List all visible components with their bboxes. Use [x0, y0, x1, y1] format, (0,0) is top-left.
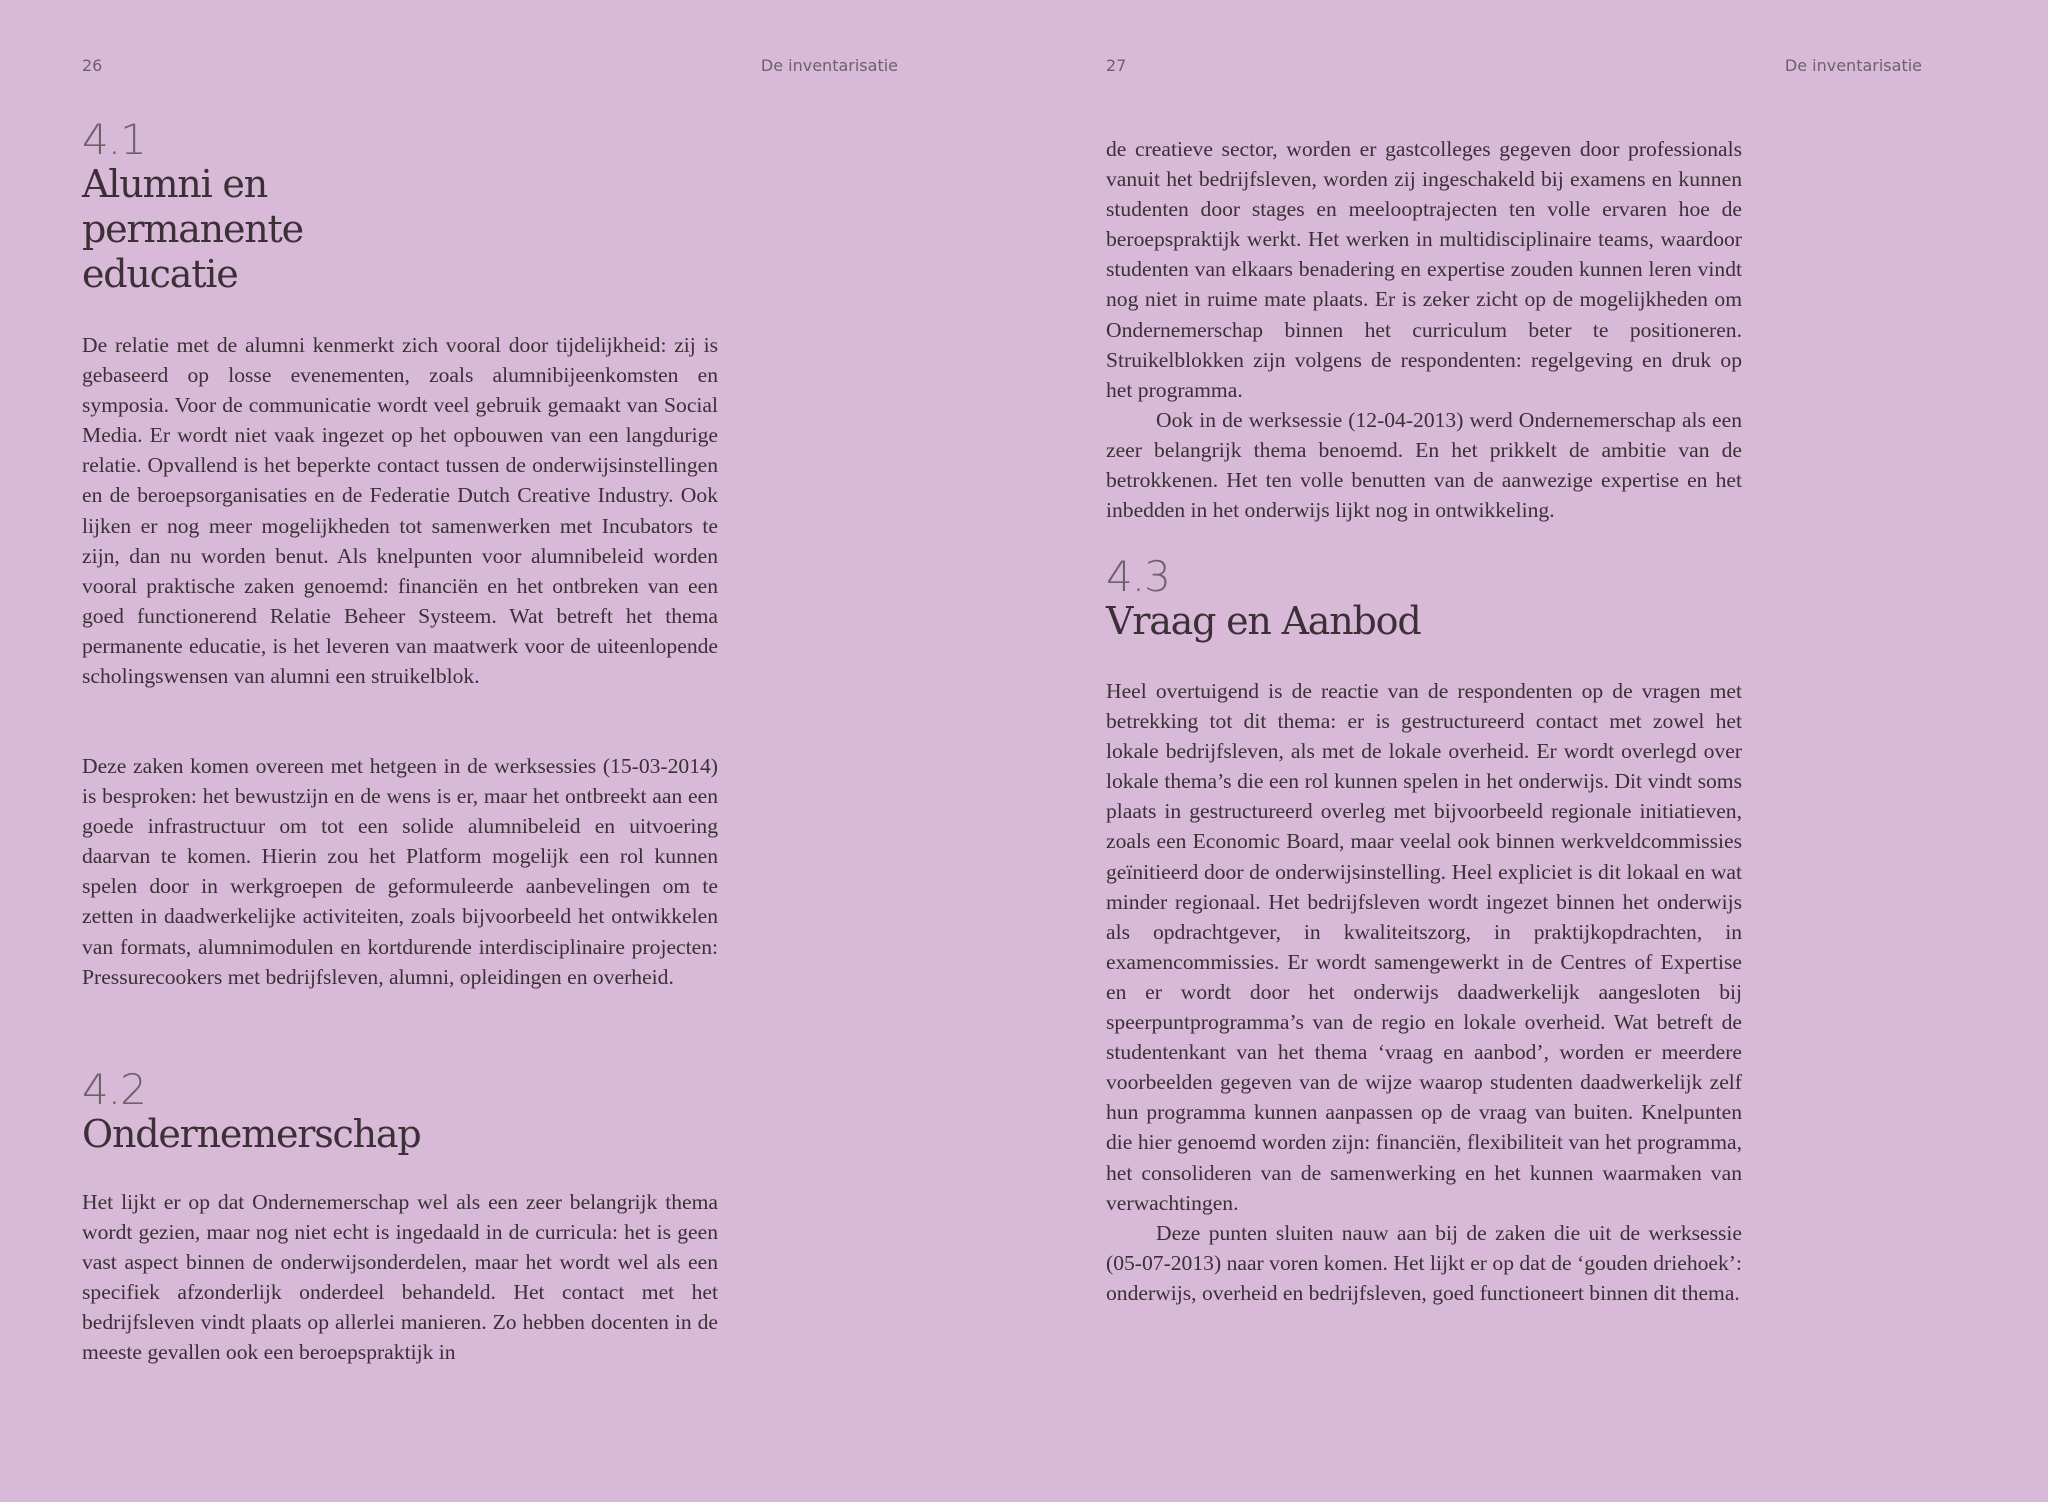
running-title: De inventarisatie [1784, 56, 1922, 75]
body-paragraph: Het lijkt er op dat Ondernemerschap wel als een zeer belangrijk thema wordt gezien, maar nog niet echt is ingedaald in de curricula: het is geen vast aspect binnen de onderwijsonderdelen, maar het wordt wel als een specifiek afzonderlijk onderdeel behandeld. Het contact met het bedrijfsleven vindt plaats op allerlei manieren. Zo hebben docenten in de meeste gevallen ook een beroepspraktijk in [82, 1190, 718, 1365]
section-title-line: Vraag en Aanbod [1106, 599, 1421, 643]
body-paragraph: Deze punten sluiten nauw aan bij de zaken die uit de werksessie (05-07-2013) naar voren komen. Het lijkt er op dat de ‘gouden driehoek’: onderwijs, overheid en bedrijfsleven, goed functioneert binnen dit thema. [1106, 1220, 1742, 1305]
section-title-line: Alumni en [82, 162, 267, 206]
section-title-line: permanente [82, 207, 303, 251]
section-4-3-body [1106, 676, 1742, 1308]
section-4-3 [1106, 552, 1742, 644]
body-paragraph: De relatie met de alumni kenmerkt zich vooral door tijdelijkheid: zij is gebaseerd op losse evenementen, zoals alumnibijeenkomsten en symposia. Voor de communicatie wordt veel gebruik gemaakt van Social Media. Er wordt niet vaak ingezet op het opbouwen van een langdurige relatie. Opvallend is het beperkte contact tussen de onderwijsinstellingen en de beroepsorganisaties en de Federatie Dutch Creative Industry. Ook lijken er nog meer mogelijkheden tot samenwerken met Incubators te zijn, dan nu worden benut. Als knelpunten voor alumnibeleid worden vooral praktische zaken genoemd: financiën en het ontbreken van een goed functionerend Relatie Beheer Systeem. Wat betreft het thema permanente educatie, is het leveren van maatwerk voor de uiteenlopende scholingswensen van alumni een struikelblok. [82, 333, 718, 689]
section-title [82, 1112, 718, 1157]
page-number: 27 [1106, 56, 1127, 75]
body-paragraph: de creatieve sector, worden er gastcolleges gegeven door professionals vanuit het bedrijfsleven, worden zij ingeschakeld bij examens en kunnen studenten door stages en meelooptrajecten ten volle ervaren hoe de beroepspraktijk werkt. Het werken in multidisciplinaire teams, waardoor studenten van elkaars benadering en expertise zouden kunnen leren vindt nog niet in ruime mate plaats. Er is zeker zicht op de mogelijkheden om Ondernemerschap binnen het curriculum beter te positioneren. Struikelblokken zijn volgens de respondenten: regelgeving en druk op het programma. [1106, 137, 1742, 402]
section-title-line: Ondernemerschap [82, 1112, 421, 1156]
running-title: De inventarisatie [760, 56, 898, 75]
continued-text [1106, 134, 1742, 525]
right-page [1024, 0, 2048, 1502]
body-paragraph: Deze zaken komen overeen met hetgeen in de werksessies (15-03-2014) is besproken: het bewustzijn en de wens is er, maar het ontbreekt aan een goede infrastructuur om tot een solide alumnibeleid en uitvoering daarvan te komen. Hierin zou het Platform mogelijk een rol kunnen spelen door in werkgroepen de geformuleerde aanbevelingen om te zetten in daadwerkelijke activiteiten, zoals bijvoorbeeld het ontwikkelen van formats, alumnimodulen en kortdurende interdisciplinaire projecten: Pressurecookers met bedrijfsleven, alumni, opleidingen en overheid. [82, 754, 718, 989]
section-number: 4.3 [1106, 552, 1170, 601]
section-title-line: educatie [82, 252, 238, 296]
section-4-2 [82, 1065, 718, 1157]
body-paragraph: Heel overtuigend is de reactie van de respondenten op de vragen met betrekking tot dit thema: er is gestructureerd contact met zowel het lokale bedrijfsleven, als met de lokale overheid. Er wordt overlegd over lokale thema’s die een rol kunnen spelen in het onderwijs. Dit vindt soms plaats in gestructureerd overleg met bijvoorbeeld regionale initiatieven, zoals een Economic Board, maar veelal ook binnen werkveldcommissies geïnitieerd door de onderwijsinstelling. Heel expliciet is dit lokaal en wat minder regionaal. Het bedrijfsleven wordt ingezet binnen het onderwijs als opdrachtgever, in kwaliteitszorg, in praktijkopdrachten, in examencommissies. Er wordt samengewerkt in de Centres of Expertise en er wordt door het onderwijs daadwerkelijk aangesloten bij speerpuntprogramma’s van de regio en lokale overheid. Wat betreft de studentenkant van het thema ‘vraag en aanbod’, worden er meerdere voorbeelden gegeven van de wijze waarop studenten daadwerkelijk zelf hun programma kunnen aanpassen op de vraag van buiten. Knelpunten die hier genoemd worden zijn: financiën, flexibiliteit van het programma, het consolideren van de samenwerking en het kunnen waarmaken van verwachtingen. [1106, 679, 1742, 1215]
page-number: 26 [82, 56, 103, 75]
section-title [1106, 599, 1742, 644]
section-number: 4.2 [82, 1065, 146, 1114]
section-title [82, 162, 718, 297]
body-paragraph: Ook in de werksessie (12-04-2013) werd Ondernemerschap als een zeer belangrijk thema benoemd. En het prikkelt de ambitie van de betrokkenen. Het ten volle benutten van de aanwezige expertise en het inbedden in het onderwijs lijkt nog in ontwikkeling. [1106, 407, 1742, 523]
section-4-1 [82, 115, 718, 297]
section-number: 4.1 [82, 115, 146, 164]
